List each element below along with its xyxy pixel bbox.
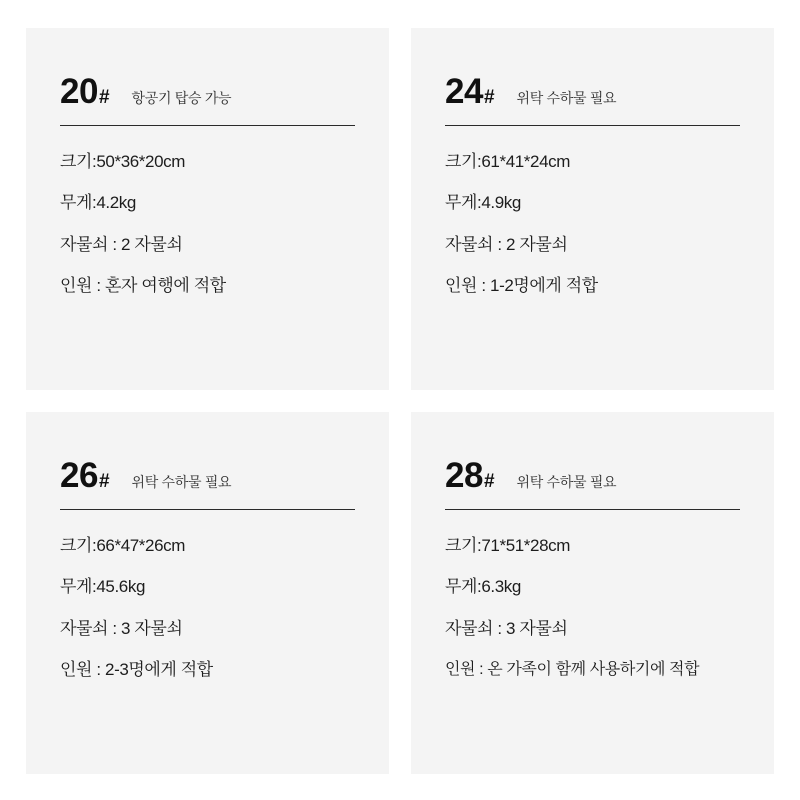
spec-row-dimensions: 크기:66*47*26cm: [60, 536, 185, 555]
card-note: 위탁 수하물 필요: [516, 474, 617, 490]
spec-card-28: [411, 412, 774, 774]
size-number: 20: [60, 72, 98, 111]
card-note: 위탁 수하물 필요: [516, 90, 617, 106]
spec-row-capacity: 인원 : 온 가족이 함께 사용하기에 적합: [445, 661, 700, 679]
spec-list: [60, 536, 355, 681]
spec-card-24: [411, 28, 774, 390]
spec-list: [445, 152, 740, 297]
card-note: 항공기 탑승 가능: [131, 90, 232, 106]
spec-card-20: [26, 28, 389, 390]
spec-row-dimensions: 크기:61*41*24cm: [445, 152, 570, 171]
hash-symbol: #: [483, 471, 495, 492]
spec-card-26: [26, 412, 389, 774]
card-header: [445, 74, 740, 126]
spec-row-capacity: 인원 : 2-3명에게 적합: [60, 660, 213, 680]
size-number: 28: [445, 456, 483, 495]
spec-row-capacity: 인원 : 혼자 여행에 적합: [60, 276, 226, 296]
spec-row-weight: 무게:4.2kg: [60, 193, 136, 213]
size-number: 26: [60, 456, 98, 495]
card-header: [445, 458, 740, 510]
hash-symbol: #: [98, 87, 110, 108]
spec-list: [445, 536, 740, 679]
size-number: 24: [445, 72, 483, 111]
hash-symbol: #: [483, 87, 495, 108]
spec-row-lock: 자물쇠 : 3 자물쇠: [60, 618, 183, 638]
card-header: [60, 458, 355, 510]
spec-row-weight: 무게:6.3kg: [445, 577, 521, 597]
spec-row-dimensions: 크기:71*51*28cm: [445, 536, 570, 555]
hash-symbol: #: [98, 471, 110, 492]
spec-row-lock: 자물쇠 : 2 자물쇠: [445, 234, 568, 254]
card-header: [60, 74, 355, 126]
card-note: 위탁 수하물 필요: [131, 474, 232, 490]
spec-list: [60, 152, 355, 297]
spec-row-weight: 무게:4.9kg: [445, 193, 521, 213]
spec-row-lock: 자물쇠 : 2 자물쇠: [60, 234, 183, 254]
spec-row-weight: 무게:45.6kg: [60, 577, 146, 597]
spec-row-capacity: 인원 : 1-2명에게 적합: [445, 276, 598, 296]
spec-row-lock: 자물쇠 : 3 자물쇠: [445, 618, 568, 638]
spec-row-dimensions: 크기:50*36*20cm: [60, 152, 185, 171]
